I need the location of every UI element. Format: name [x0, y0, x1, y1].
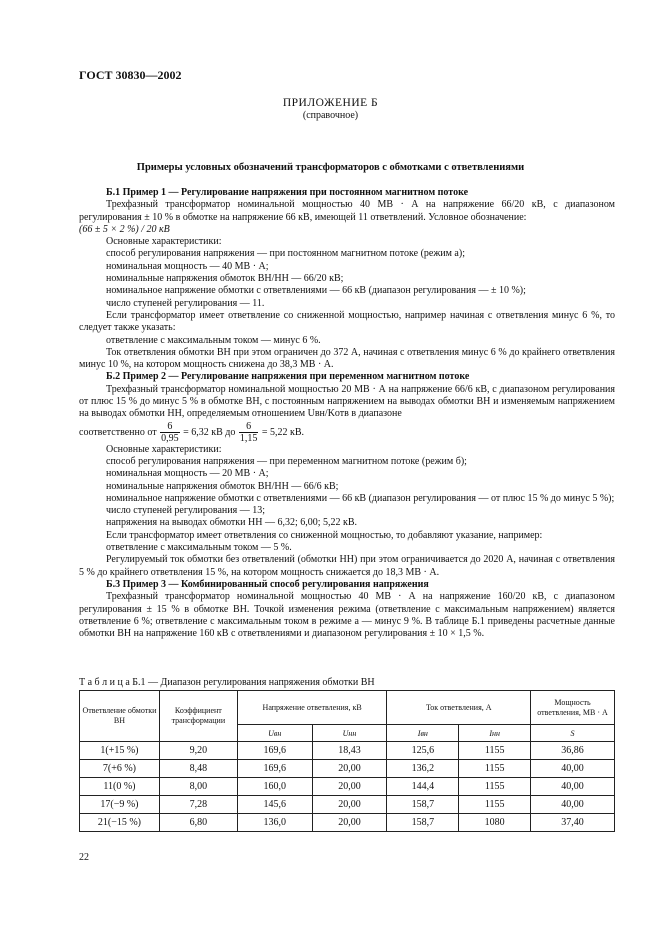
cell-i-lv: 1155: [459, 796, 531, 814]
cell-u-lv: 20,00: [312, 778, 387, 796]
subheader-u-hv: Uвн: [237, 725, 312, 742]
b2-char-5: число ступеней регулирования — 13;: [106, 505, 265, 517]
cell-i-lv: 1155: [459, 742, 531, 760]
b2-fraction-line: [79, 421, 615, 444]
b1-formula: (66 ± 5 × 2 %) / 20 кВ: [79, 223, 170, 235]
b1-paragraph-4: Ток ответвления обмотки ВН при этом ограничен до 372 А, начиная с ответвления минус 6 % до крайнего ответвления минус 10 %, на котором мощность снижена до 38,3 МВ · А.: [79, 346, 615, 371]
cell-i-hv: 158,7: [387, 814, 459, 832]
cell-u-lv: 20,00: [312, 760, 387, 778]
cell-u-lv: 20,00: [312, 796, 387, 814]
b2-char-2: номинальная мощность — 20 МВ · А;: [106, 468, 269, 480]
cell-tap: 21(−15 %): [80, 814, 160, 832]
header-tap: Ответвление обмотки ВН: [80, 691, 160, 742]
table-caption: Т а б л и ц а Б.1 — Диапазон регулирования напряжения обмотки ВН: [79, 677, 375, 688]
cell-ratio: 6,80: [159, 814, 237, 832]
b2-paragraph-4: Регулируемый ток обмотки без ответвлений (обмотки НН) при этом ограничивается до 2020 А, начиная с ответвления 5 % до крайнего ответвления 15 %, на котором мощность снижается до 18,3 МВ · А.: [79, 554, 615, 578]
subheader-s: S: [531, 725, 615, 742]
main-title: Примеры условных обозначений трансформаторов с обмотками с ответвлениями: [136, 162, 525, 173]
fraction-1: [160, 421, 180, 444]
header-voltage: Напряжение ответвления, кВ: [237, 691, 387, 725]
cell-ratio: 8,48: [159, 760, 237, 778]
appendix-subtitle: (справочное): [302, 110, 359, 121]
table-row: [80, 742, 615, 760]
cell-s: 36,86: [531, 742, 615, 760]
header-ratio: Коэффициент трансформации: [159, 691, 237, 742]
tap-range-table: [79, 690, 615, 832]
b1-char-2: номинальная мощность — 40 МВ · А;: [106, 260, 269, 272]
cell-tap: 1(+15 %): [80, 742, 160, 760]
subheader-i-hv: Iвн: [387, 725, 459, 742]
b1-char-4: номинальное напряжение обмотки с ответвлениями — 66 кВ (диапазон регулирования — ± 10 %);: [106, 285, 526, 297]
cell-ratio: 7,28: [159, 796, 237, 814]
cell-i-lv: 1080: [459, 814, 531, 832]
cell-u-lv: 20,00: [312, 814, 387, 832]
cell-u-hv: 169,6: [237, 760, 312, 778]
fraction-2-denominator: 1,15: [239, 432, 258, 444]
cell-s: 37,40: [531, 814, 615, 832]
b2-chars-label: Основные характеристики:: [106, 443, 222, 455]
b2-paragraph-2: Если трансформатор имеет ответвления со сниженной мощностью, то добавляют указание, например:: [106, 529, 543, 541]
table-row: [80, 760, 615, 778]
b1-chars-label: Основные характеристики:: [106, 236, 222, 248]
fraction-1-denominator: 0,95: [161, 432, 179, 444]
appendix-title: ПРИЛОЖЕНИЕ Б: [282, 97, 379, 109]
cell-u-hv: 136,0: [237, 814, 312, 832]
b2-char-1: способ регулирования напряжения — при переменном магнитном потоке (режим б);: [106, 455, 467, 467]
table-row: [80, 814, 615, 832]
fraction-2: [239, 421, 259, 444]
cell-u-hv: 169,6: [237, 742, 312, 760]
cell-s: 40,00: [531, 796, 615, 814]
b2-char-3: номинальные напряжения обмоток ВН/НН — 66/6 кВ;: [106, 480, 339, 492]
cell-i-hv: 125,6: [387, 742, 459, 760]
section-b1-heading: Б.1 Пример 1 — Регулирование напряжения при постоянном магнитном потоке: [106, 187, 469, 198]
section-b3-heading: Б.3 Пример 3 — Комбинированный способ регулирования напряжения: [106, 578, 429, 590]
cell-i-lv: 1155: [459, 778, 531, 796]
cell-tap: 11(0 %): [80, 778, 160, 796]
b2-paragraph-1: Трехфазный трансформатор номинальной мощностью 20 МВ · А на напряжение 66/6 кВ, с диапазоном регулирования от плюс 15 % до минус 5 % в обмотке ВН, с постоянным напряжением на выводах обмотки ВН и изменяемым напряжением на выводах обмотки НН, определяемым отношением Uвн/Kотв в диапазоне: [79, 383, 615, 420]
b1-paragraph-1: Трехфазный трансформатор номинальной мощностью 40 МВ · А на напряжение 66/20 кВ, с диапазоном регулирования ± 10 % в обмотке на напряжение 66 кВ, имеющей 11 ответвлений. Условное обозначение:: [79, 199, 615, 223]
b2-char-6: напряжения на выводах обмотки НН — 6,32; 6,00; 5,22 кВ.: [106, 517, 358, 529]
fraction-1-numerator: 6: [160, 421, 180, 433]
table-row: [80, 796, 615, 814]
table-row: [80, 778, 615, 796]
b2-frac-mid: = 6,32 кВ до: [183, 426, 236, 438]
b1-char-5: число ступеней регулирования — 11.: [106, 297, 265, 309]
fraction-2-numerator: 6: [239, 421, 259, 433]
cell-ratio: 8,00: [159, 778, 237, 796]
cell-i-hv: 136,2: [387, 760, 459, 778]
cell-i-hv: 158,7: [387, 796, 459, 814]
b2-char-4: номинальное напряжение обмотки с ответвлениями — 66 кВ (диапазон регулирования — от плюс 15 % до минус 5 %);: [106, 492, 615, 504]
cell-i-lv: 1155: [459, 760, 531, 778]
page-number: 22: [79, 852, 89, 863]
doc-header: ГОСТ 30830—2002: [79, 68, 182, 82]
b1-char-1: способ регулирования напряжения — при постоянном магнитном потоке (режим а);: [106, 248, 465, 260]
b1-paragraph-3: ответвление с максимальным током — минус 6 %.: [106, 334, 321, 346]
b2-frac-end: = 5,22 кВ.: [261, 426, 305, 438]
table-header-row: [80, 691, 615, 725]
cell-u-lv: 18,43: [312, 742, 387, 760]
b1-char-3: номинальные напряжения обмоток ВН/НН — 66/20 кВ;: [106, 273, 344, 285]
cell-tap: 17(−9 %): [80, 796, 160, 814]
cell-u-hv: 160,0: [237, 778, 312, 796]
b2-paragraph-3: ответвление с максимальным током — 5 %.: [106, 542, 292, 554]
header-power: Мощность ответвления, МВ · А: [531, 691, 615, 725]
cell-tap: 7(+6 %): [80, 760, 160, 778]
cell-ratio: 9,20: [159, 742, 237, 760]
b3-paragraph-1: Трехфазный трансформатор номинальной мощностью 40 МВ · А на напряжение 160/20 кВ, с диапазоном регулирования ± 15 % в обмотке ВН. Точкой изменения режима (ответвление с максимальным напряжением) является ответвление 6 %; ответвление с максимальным током в режиме а — минус 9 %. В таблице Б.1 приведены расчетные данные обмотки ВН на напряжение 160 кВ с ответвлениями и диапазоном регулирования ± 10 × 1,5 %.: [79, 591, 615, 640]
document-body: [79, 187, 615, 640]
subheader-u-lv: Uнн: [312, 725, 387, 742]
cell-u-hv: 145,6: [237, 796, 312, 814]
cell-s: 40,00: [531, 760, 615, 778]
b1-paragraph-2: Если трансформатор имеет ответвление со сниженной мощностью, например начиная с ответвления минус 6 %, то следует также указать:: [79, 309, 615, 334]
cell-i-hv: 144,4: [387, 778, 459, 796]
b2-frac-pre: соответственно от: [79, 426, 157, 438]
header-current: Ток ответвления, А: [387, 691, 531, 725]
subheader-i-lv: Iнн: [459, 725, 531, 742]
section-b2-heading: Б.2 Пример 2 — Регулирование напряжения при переменном магнитном потоке: [106, 371, 470, 383]
cell-s: 40,00: [531, 778, 615, 796]
